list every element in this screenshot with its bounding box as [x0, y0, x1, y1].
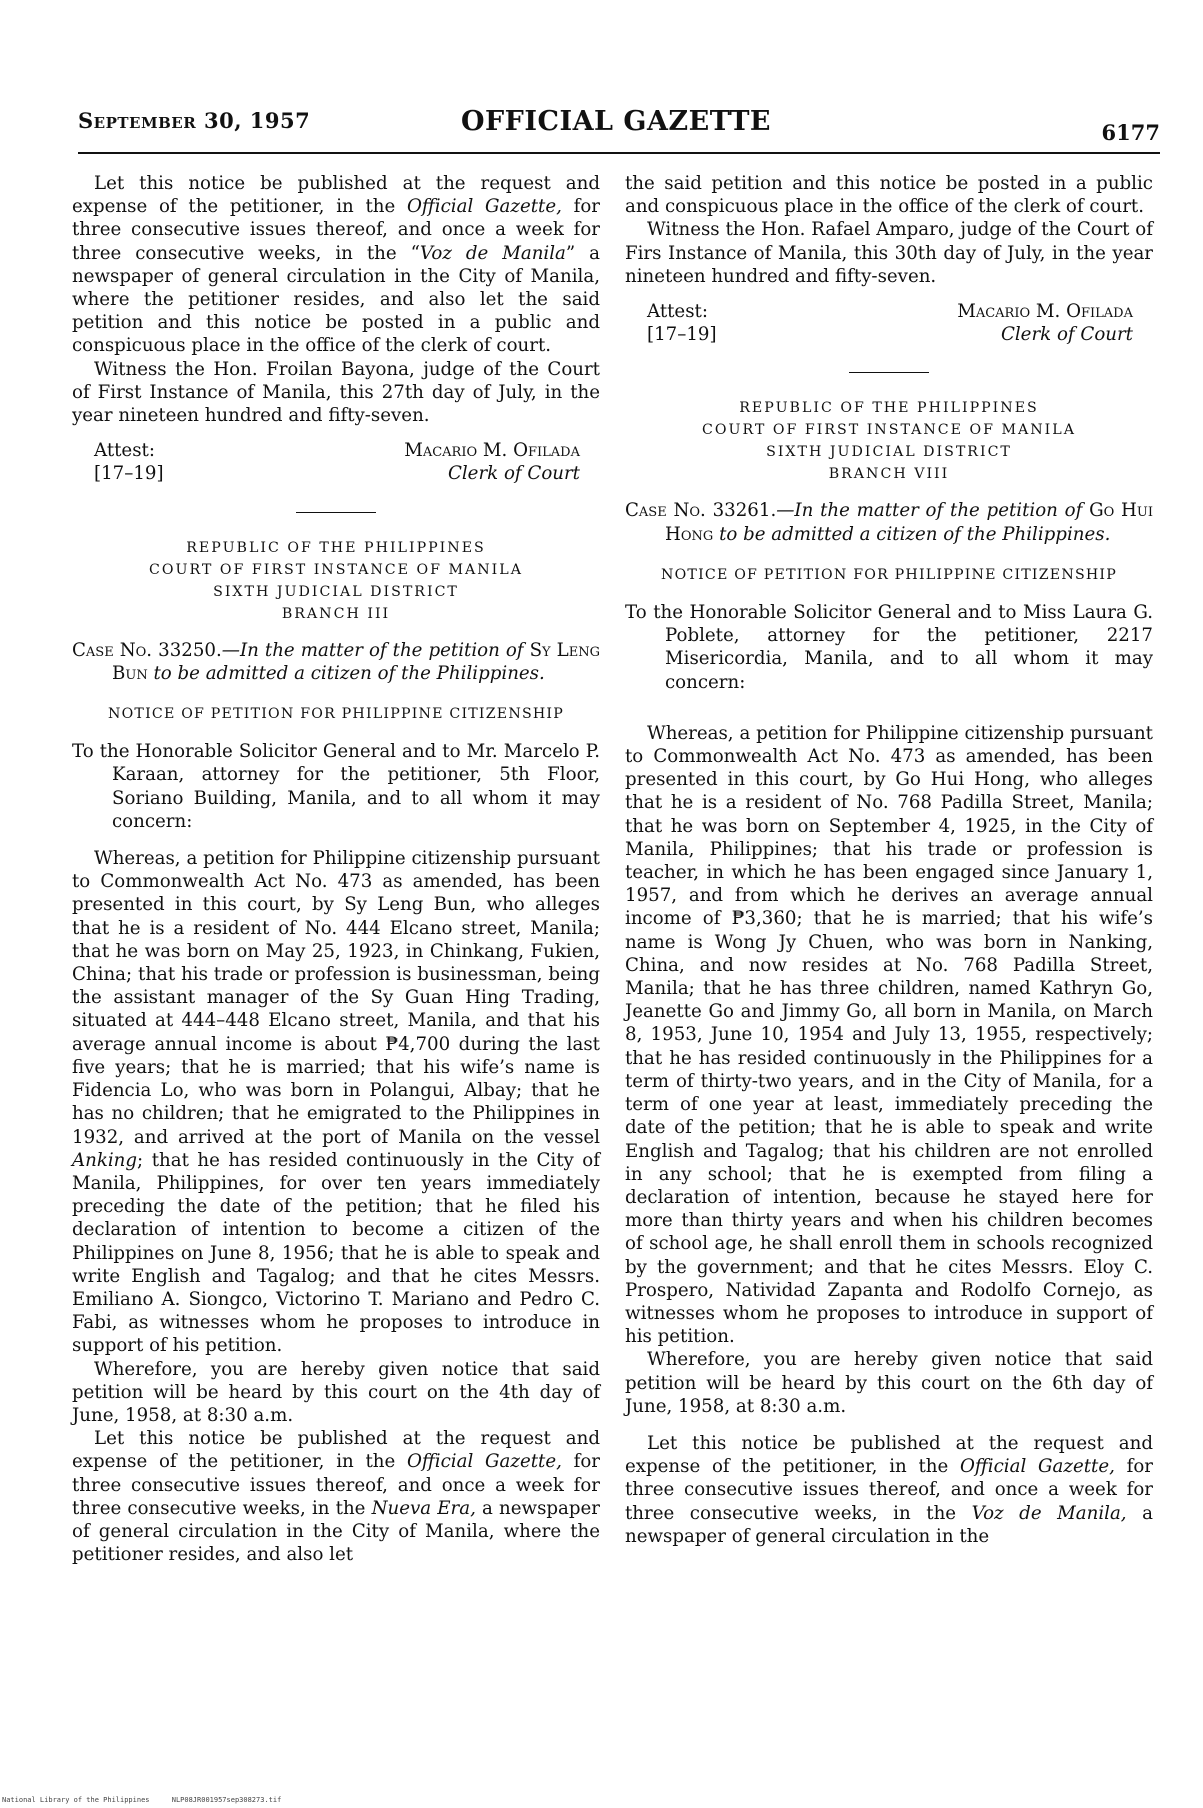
right-column [625, 172, 1153, 1548]
clerk-role: Clerk of Court [1000, 324, 1133, 346]
publication-instruction-2: Let this notice be published at the request and expense of the petitioner, in the Official Gazette, for three consecutive issues thereof, and once a week for three consecutive weeks, in the Nueva Era, a newspaper of general circulation in the City of Manila, where the petitioner resides, and also let [72, 1428, 600, 1566]
clerk-name: Macario M. Ofilada [404, 440, 580, 462]
attest-block [72, 439, 600, 485]
court-heading: REPUBLIC OF THE PHILIPPINES COURT OF FIRST INSTANCE OF MANILA SIXTH JUDICIAL DISTRICT BRANCH VIII [702, 400, 1076, 483]
page-header [72, 102, 1160, 146]
witness-paragraph: Witness the Hon. Froilan Bayona, judge of the Court of First Instance of Manila, this 27th day of July, in the year nineteen hundred and fifty-seven. [72, 358, 600, 427]
whereas-paragraph: Whereas, a petition for Philippine citizenship pursuant to Commonwealth Act No. 473 as amended, has been presented in this court, by Go Hui Hong, who alleges that he is a resident of No. 768 Padilla Street, Manila; that he was born on September 4, 1925, in the City of Manila, Philippines; that his trade or profession is teacher, in which he has been engaged since January 1, 1957, and from which he derives an average annual income of ₱3,360; that he is married; that his wife’s name is Wong Jy Chuen, who was born in Nanking, China, and now resides at No. 768 Padilla Street, Manila; that he has three children, named Kathryn Go, Jeanette Go and Jimmy Go, all born in Manila, on March 8, 1953, June 10, 1954 and July 13, 1955, respectively; that he has resided continuously in the Philippines for a term of thirty-two years, and in the City of Manila, for a term of one year at least, immediately preceding the date of the petition; that he is able to speak and write English and Tagalog; that his children are not enrolled in any school; that he is exempted from filing a declaration of intention, because he stayed here for more than thirty years and when his children becomes of school age, he shall enroll them in schools recognized by the government; and that he cites Messrs. Eloy C. Prospero, Natividad Zapanta and Rodolfo Cornejo, as witnesses whom he proposes to introduce in support of his petition. [625, 722, 1153, 1348]
notice-address: To the Honorable Solicitor General and to Miss Laura G. Poblete, attorney for the petitioner, 2217 Misericordia, Manila, and to all whom it may concern: [625, 602, 1153, 693]
left-column [72, 172, 600, 1566]
wherefore-paragraph: Wherefore, you are hereby given notice that said petition will be heard by this court on the 4th day of June, 1958, at 8:30 a.m. [72, 1358, 600, 1426]
wherefore-paragraph: Wherefore, you are hereby given notice that said petition will be heard by this court on the 6th day of June, 1958, at 8:30 a.m. [625, 1349, 1153, 1417]
header-rule [78, 152, 1160, 154]
publication-instruction-2: Let this notice be published at the request and expense of the petitioner, in the Official Gazette, for three consecutive issues thereof, and once a week for three consecutive weeks, in the Voz de Manila, a newspaper of general circulation in the [625, 1432, 1153, 1547]
notice-title: NOTICE OF PETITION FOR PHILIPPINE CITIZENSHIP [660, 566, 1117, 583]
section-divider [849, 372, 929, 373]
court-heading: REPUBLIC OF THE PHILIPPINES COURT OF FIRST INSTANCE OF MANILA SIXTH JUDICIAL DISTRICT BRANCH III [149, 539, 523, 622]
witness-paragraph: Witness the Hon. Rafael Amparo, judge of the Court of Firs Instance of Manila, this 30th day of July, in the year nineteen hundred and fifty-seven. [625, 219, 1153, 287]
clerk-role: Clerk of Court [447, 463, 580, 485]
issue-date: September 30, 1957 [78, 108, 311, 133]
case-caption: Case No. 33261.—In the matter of the petition of Go Hui Hong to be admitted a citizen of the Philippines. [625, 500, 1153, 545]
page-number: 6177 [1101, 120, 1160, 145]
library-credit: National Library of the Philippines [2, 1796, 150, 1804]
attest-ref: [17–19] [647, 324, 717, 346]
publication-instruction: Let this notice be published at the request and expense of the petitioner, in the Official Gazette, for three consecutive issues thereof, and once a week for three consecutive weeks, in the “Voz de Manila” a newspaper of general circulation in the City of Manila, where the petitioner resides, and also let the said petition and this notice be posted in a public and conspicuous place in the office of the clerk of court. [72, 173, 600, 357]
attest-ref: [17–19] [94, 463, 164, 485]
publication-title: OFFICIAL GAZETTE [460, 106, 772, 137]
attest-block [625, 300, 1153, 346]
attest-label: Attest: [647, 301, 708, 323]
notice-address: To the Honorable Solicitor General and to Mr. Marcelo P. Karaan, attorney for the petitioner, 5th Floor, Soriano Building, Manila, and to all whom it may concern: [72, 741, 600, 832]
whereas-paragraph: Whereas, a petition for Philippine citizenship pursuant to Commonwealth Act No. 473 as amended, has been presented in this court, by Sy Leng Bun, who alleges that he is a resident of No. 444 Elcano street, Manila; that he was born on May 25, 1923, in Chinkang, Fukien, China; that his trade or profession is businessman, being the assistant manager of the Sy Guan Hing Trading, situated at 444–448 Elcano street, Manila, and that his average annual income is about ₱4,700 during the last five years; that he is married; that his wife’s name is Fidencia Lo, who was born in Polangui, Albay; that he has no children; that he emigrated to the Philippines in 1932, and arrived at the port of Manila on the vessel Anking; that he has resided continuously in the City of Manila, Philippines, for over ten years immediately preceding the date of the petition; that he filed his declaration of intention to become a citizen of the Philippines on June 8, 1956; that he is able to speak and write English and Tagalog; and that he cites Messrs. Emiliano A. Siongco, Victorino T. Mariano and Pedro C. Fabi, as witnesses whom he proposes to introduce in support of his petition. [72, 848, 600, 1357]
scan-file-id: NLP08JR001957sep308273.tif [171, 1796, 282, 1804]
scan-footer [2, 1796, 281, 1804]
notice-title: NOTICE OF PETITION FOR PHILIPPINE CITIZENSHIP [107, 706, 564, 723]
section-divider [296, 512, 376, 513]
attest-label: Attest: [94, 440, 155, 462]
clerk-name: Macario M. Ofilada [957, 301, 1133, 323]
posting-continuation: the said petition and this notice be posted in a public and conspicuous place in the office of the clerk of court. [625, 173, 1153, 218]
case-caption: Case No. 33250.—In the matter of the petition of Sy Leng Bun to be admitted a citizen of the Philippines. [72, 639, 600, 684]
